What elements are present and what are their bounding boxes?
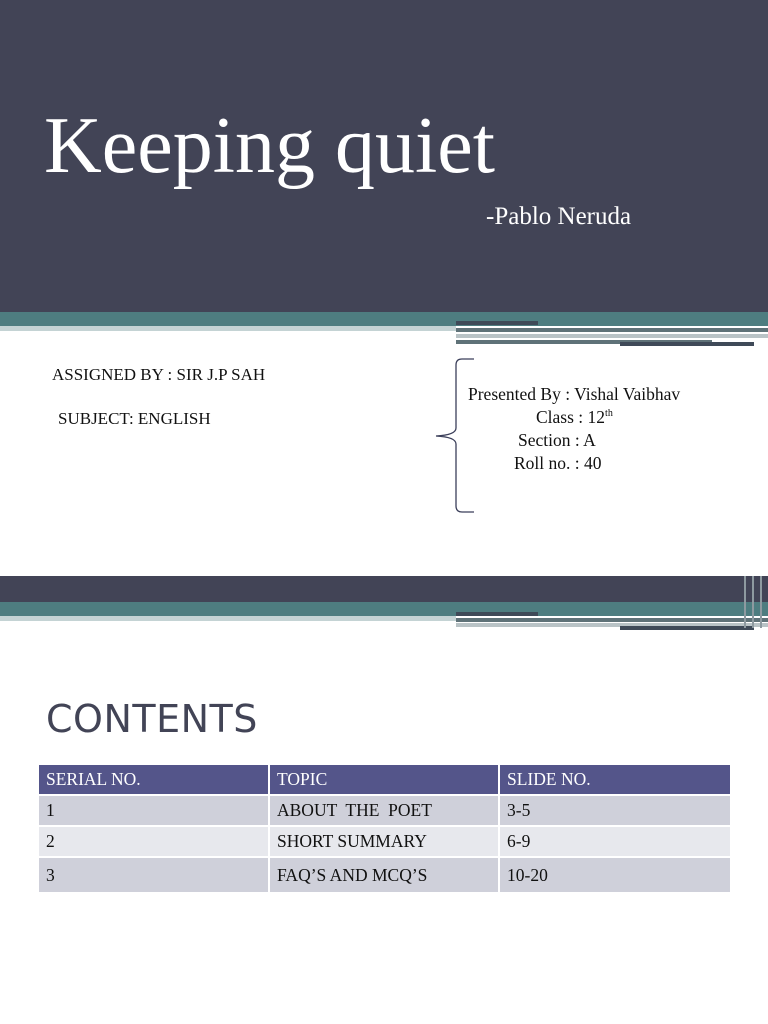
roll-number-text: Roll no. : 40 <box>514 453 602 473</box>
presenter-info <box>468 383 738 475</box>
contents-header-panel <box>0 576 768 602</box>
class-text <box>468 406 738 429</box>
decorative-stripe <box>456 334 768 338</box>
assigned-by-text: ASSIGNED BY : SIR J.P SAH <box>52 365 266 384</box>
column-header-topic: TOPIC <box>269 765 499 795</box>
table-row <box>39 857 730 893</box>
decorative-stripe <box>760 576 762 628</box>
decorative-stripe <box>456 328 768 332</box>
serial-cell: 3 <box>39 857 269 893</box>
slide-no-cell: 3-5 <box>499 795 730 826</box>
topic-cell: ABOUT THE POET <box>269 795 499 826</box>
section-text: Section : A <box>518 430 596 450</box>
decorative-band <box>0 602 768 616</box>
contents-table <box>39 765 730 894</box>
decorative-stripe <box>744 576 746 628</box>
column-header-slide-no: SLIDE NO. <box>499 765 730 795</box>
class-suffix: th <box>605 408 613 419</box>
decorative-band-light <box>0 616 456 621</box>
presented-by-text: Presented By : Vishal Vaibhav <box>468 384 681 404</box>
table-header-row <box>39 765 730 795</box>
slide-no-cell: 10-20 <box>499 857 730 893</box>
serial-cell: 1 <box>39 795 269 826</box>
decorative-band <box>0 312 768 326</box>
decorative-stripe <box>456 321 538 325</box>
class-label: Class : 12 <box>536 407 606 427</box>
table-row <box>39 795 730 826</box>
topic-cell: SHORT SUMMARY <box>269 826 499 857</box>
slide-no-cell: 6-9 <box>499 826 730 857</box>
presentation-title: Keeping quiet <box>44 102 495 190</box>
serial-cell: 2 <box>39 826 269 857</box>
decorative-stripe <box>752 576 754 628</box>
decorative-band-light <box>0 326 456 331</box>
topic-cell: FAQ’S AND MCQ’S <box>269 857 499 893</box>
column-header-serial: SERIAL NO. <box>39 765 269 795</box>
table-row <box>39 826 730 857</box>
author-name: -Pablo Neruda <box>486 203 632 230</box>
contents-heading: CONTENTS <box>46 697 258 741</box>
decorative-stripe <box>620 626 754 630</box>
subject-text: SUBJECT: ENGLISH <box>58 409 211 428</box>
contents-slide <box>0 576 768 1024</box>
decorative-stripe <box>456 618 768 622</box>
decorative-stripe <box>456 612 538 616</box>
decorative-stripe <box>620 342 754 346</box>
